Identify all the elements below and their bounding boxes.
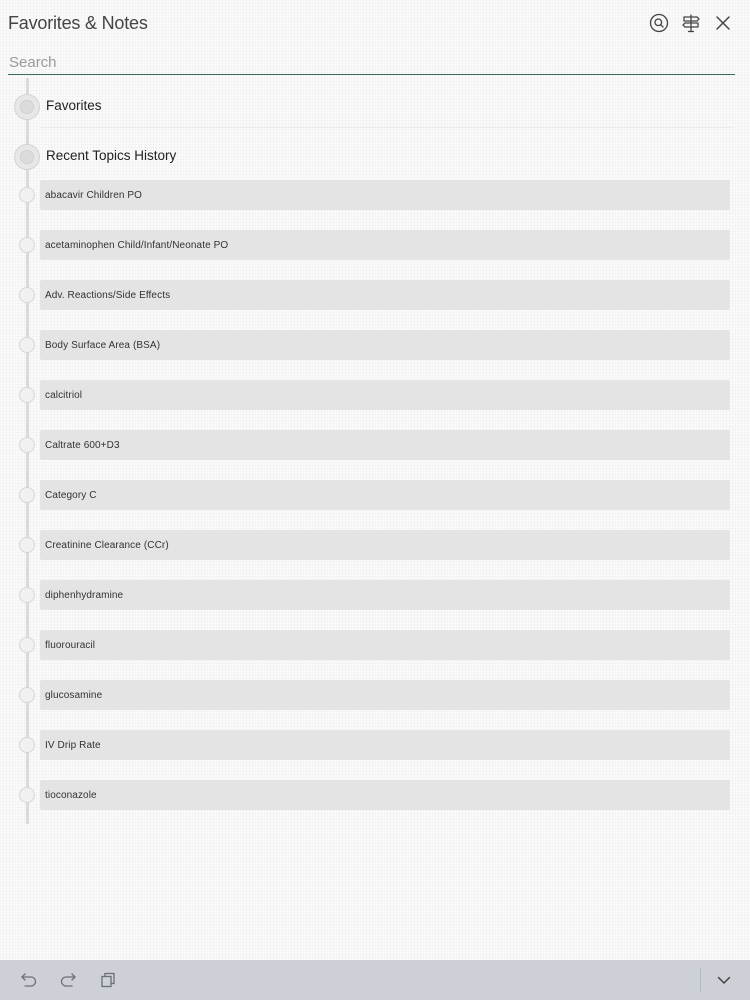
history-item-button[interactable] [40, 730, 730, 760]
chevron-down-icon[interactable] [714, 970, 734, 990]
section-favorites-label: Favorites [46, 98, 102, 113]
history-item-button[interactable] [40, 530, 730, 560]
history-item-button[interactable] [40, 480, 730, 510]
history-item-button[interactable] [40, 580, 730, 610]
list-item[interactable] [0, 530, 750, 560]
list-item[interactable] [0, 180, 750, 210]
signpost-icon[interactable] [680, 12, 702, 34]
toolbar-divider [700, 968, 701, 992]
timeline-node-icon [19, 687, 35, 703]
history-item-button[interactable] [40, 230, 730, 260]
history-item-label: Caltrate 600+D3 [45, 439, 120, 451]
history-item-label: Creatinine Clearance (CCr) [45, 539, 169, 551]
timeline-node-icon [19, 487, 35, 503]
history-item-label: calcitriol [45, 389, 83, 401]
history-item-label: acetaminophen Child/Infant/Neonate PO [45, 239, 229, 251]
history-item-label: Body Surface Area (BSA) [45, 339, 161, 351]
history-item-label: glucosamine [45, 689, 103, 701]
list-item[interactable] [0, 480, 750, 510]
timeline-node-icon [19, 337, 35, 353]
history-item-button[interactable] [40, 180, 730, 210]
search-circle-icon[interactable] [648, 12, 670, 34]
history-item-label: IV Drip Rate [45, 739, 101, 751]
search-field [8, 52, 735, 75]
timeline-node-icon [19, 287, 35, 303]
history-item-label: tioconazole [45, 789, 97, 801]
timeline-node-icon [19, 237, 35, 253]
list-item[interactable] [0, 680, 750, 710]
list-item[interactable] [0, 580, 750, 610]
history-item-button[interactable] [40, 380, 730, 410]
history-item-button[interactable] [40, 430, 730, 460]
history-item-button[interactable] [40, 680, 730, 710]
list-item[interactable] [0, 380, 750, 410]
close-icon[interactable] [712, 12, 734, 34]
timeline-node-icon [19, 637, 35, 653]
redo-icon[interactable] [58, 970, 78, 990]
history-item-label: diphenhydramine [45, 589, 124, 601]
timeline-node-icon [19, 587, 35, 603]
recent-history-node-icon [14, 144, 40, 170]
search-input[interactable] [8, 52, 736, 72]
history-item-label: abacavir Children PO [45, 189, 143, 201]
divider [40, 127, 734, 128]
history-item-label: Adv. Reactions/Side Effects [45, 289, 171, 301]
history-item-button[interactable] [40, 280, 730, 310]
copy-icon[interactable] [98, 970, 118, 990]
timeline-node-icon [19, 437, 35, 453]
header [0, 0, 750, 48]
list-item[interactable] [0, 780, 750, 810]
section-recent-history[interactable] [0, 134, 750, 178]
list-item[interactable] [0, 280, 750, 310]
bottom-toolbar [0, 960, 750, 1000]
timeline-node-icon [19, 787, 35, 803]
timeline-node-icon [19, 187, 35, 203]
list-item[interactable] [0, 330, 750, 360]
history-item-button[interactable] [40, 780, 730, 810]
list-item[interactable] [0, 730, 750, 760]
list-item[interactable] [0, 630, 750, 660]
undo-icon[interactable] [19, 970, 39, 990]
list-item[interactable] [0, 430, 750, 460]
section-favorites[interactable] [0, 84, 750, 128]
history-item-label: fluorouracil [45, 639, 96, 651]
section-recent-history-label: Recent Topics History [46, 148, 177, 163]
timeline-node-icon [19, 537, 35, 553]
timeline-node-icon [19, 387, 35, 403]
history-item-button[interactable] [40, 330, 730, 360]
history-item-button[interactable] [40, 630, 730, 660]
favorites-node-icon [14, 94, 40, 120]
history-item-label: Category C [45, 489, 97, 501]
page-title: Favorites & Notes [8, 13, 148, 33]
timeline-node-icon [19, 737, 35, 753]
list-item[interactable] [0, 230, 750, 260]
